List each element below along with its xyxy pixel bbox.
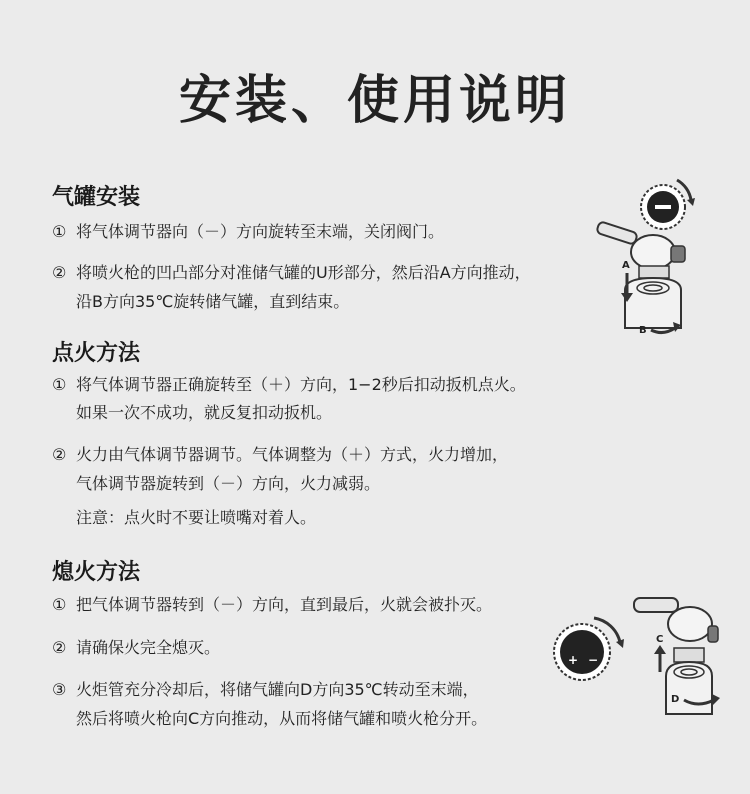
label-c: C (656, 634, 664, 645)
extinguish-step-1 (52, 594, 492, 616)
extinguish-illustration (550, 590, 730, 720)
section-heading-extinguish: 熄火方法 (52, 560, 141, 585)
canister-icon (625, 266, 681, 328)
torch-icon (634, 598, 718, 642)
step-text: 火力由气体调节器调节。气体调整为（＋）方式，火力增加， (76, 445, 509, 464)
install-step-2 (52, 262, 531, 284)
step-number: ② (52, 638, 67, 657)
extinguish-step-3-cont: 然后将喷火枪向C方向推动，从而将储气罐和喷火枪分开。 (76, 709, 488, 728)
extinguish-step-2 (52, 637, 220, 659)
step-number: ① (52, 222, 67, 241)
step-number: ③ (52, 680, 67, 699)
step-number: ① (52, 595, 67, 614)
label-b: B (639, 325, 647, 336)
step-number: ② (52, 445, 67, 464)
ignite-step-1 (52, 374, 526, 396)
install-step-1 (52, 221, 444, 243)
step-text: 将喷火枪的凹凸部分对准储气罐的U形部分，然后沿A方向推动， (76, 263, 531, 282)
step-text: 请确保火完全熄灭。 (76, 638, 221, 657)
step-number: ① (52, 375, 67, 394)
ignite-step-1-cont: 如果一次不成功，就反复扣动扳机。 (76, 403, 333, 422)
plus-minus-knob-icon (554, 618, 624, 680)
ignite-note: 注意：点火时不要让喷嘴对着人。 (76, 508, 317, 527)
minus-knob-icon (641, 180, 695, 229)
page-title: 安装、使用说明 (178, 71, 571, 131)
arrow-up-icon (654, 645, 666, 672)
section-heading-install: 气罐安装 (52, 185, 141, 210)
ignite-step-2 (52, 444, 508, 466)
label-d: D (671, 694, 680, 705)
step-text: 将气体调节器正确旋转至（＋）方向，1−2秒后扣动扳机点火。 (76, 375, 526, 394)
step-text: 把气体调节器转到（－）方向，直到最后，火就会被扑灭。 (76, 595, 493, 614)
install-illustration (585, 170, 705, 340)
svg-text:+: + (568, 653, 579, 667)
section-heading-ignite: 点火方法 (52, 341, 141, 366)
step-number: ② (52, 263, 67, 282)
install-step-2-cont: 沿B方向35℃旋转储气罐，直到结束。 (76, 292, 350, 311)
extinguish-step-3 (52, 679, 479, 701)
label-a: A (622, 260, 630, 271)
ignite-step-2-cont: 气体调节器旋转到（－）方向，火力减弱。 (76, 474, 381, 493)
step-text: 火炬管充分冷却后，将储气罐向D方向35℃转动至末端， (76, 680, 479, 699)
svg-text:−: − (588, 653, 599, 667)
step-text: 将气体调节器向（－）方向旋转至末端，关闭阀门。 (76, 222, 445, 241)
